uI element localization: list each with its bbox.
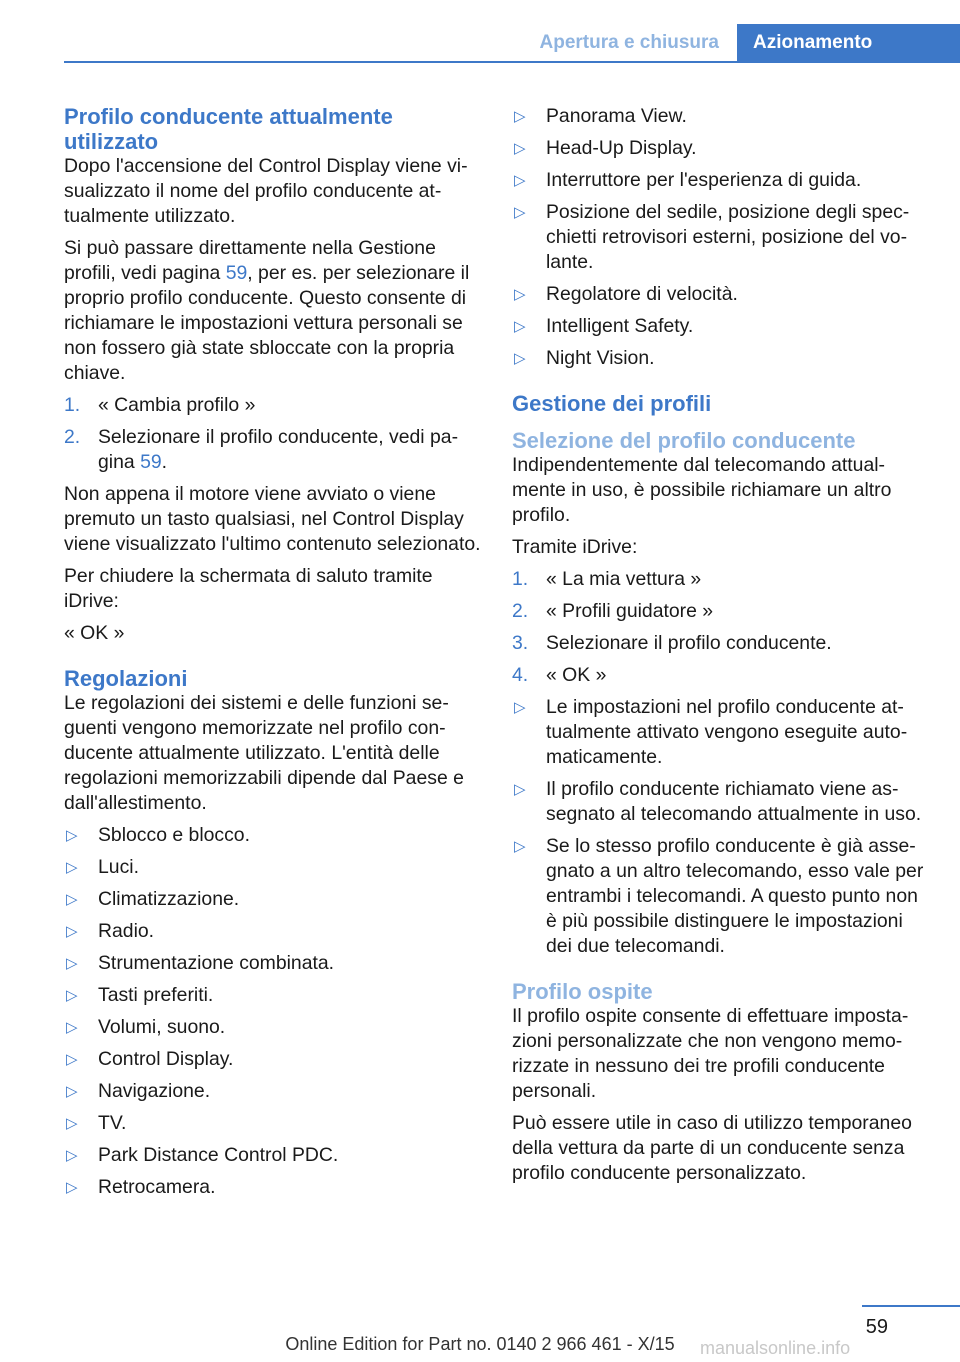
list-item: ▷ Le impostazioni nel profilo conducente attualmente attivato vengono eseguite automaticamente.: [514, 696, 908, 768]
triangle-bullet-icon: ▷: [66, 827, 78, 844]
steps-list: [64, 393, 482, 475]
paragraph: Si può passare direttamente nella Gestione profili, vedi pagina 59, per es. per selezionare il proprio profilo conducente. Questo consente di richiamare le impostazioni vettura personali se non fossero già state sbloccate con la propria chiave.: [64, 237, 470, 384]
triangle-bullet-icon: ▷: [514, 172, 526, 189]
list-item: ▷ Strumentazione combinata.: [66, 952, 335, 974]
notes-list: [512, 695, 928, 959]
triangle-bullet-icon: ▷: [514, 140, 526, 157]
list-item: ▷ Posizione del sedile, posizione degli specchietti retrovisori esterni, posizione del volante.: [514, 201, 910, 273]
right-column: [512, 104, 928, 1193]
triangle-bullet-icon: ▷: [514, 350, 526, 367]
heading-profile-management: Gestione dei profili: [512, 391, 712, 416]
steps-list: [512, 567, 928, 688]
paragraph: Tramite iDrive:: [512, 536, 638, 558]
header-rule: [64, 61, 960, 63]
page-link[interactable]: 59: [140, 451, 162, 473]
list-item: ▷ Navigazione.: [66, 1080, 211, 1102]
list-item: ▷ Tasti preferiti.: [66, 984, 214, 1006]
page-number: 59: [865, 1316, 888, 1338]
triangle-bullet-icon: ▷: [514, 781, 526, 798]
edition-text: Online Edition for Part no. 0140 2 966 461 - X/15: [285, 1334, 675, 1354]
paragraph: Può essere utile in caso di utilizzo temporaneo della vettura da parte di un conducente senza profilo conducente personalizzato.: [512, 1112, 912, 1184]
triangle-bullet-icon: ▷: [66, 859, 78, 876]
list-item: 1. « Cambia profilo »: [64, 394, 256, 416]
heading-settings: Regolazioni: [64, 666, 188, 691]
settings-list: [64, 823, 482, 1200]
list-item: ▷ Panorama View.: [514, 105, 687, 127]
list-item: ▷ Control Display.: [66, 1048, 234, 1070]
list-item: 2. Selezionare il profilo conducente, vedi pagina 59.: [64, 426, 459, 473]
triangle-bullet-icon: ▷: [66, 923, 78, 940]
list-item: ▷ Regolatore di velocità.: [514, 283, 738, 305]
triangle-bullet-icon: ▷: [514, 286, 526, 303]
triangle-bullet-icon: ▷: [514, 318, 526, 335]
triangle-bullet-icon: ▷: [66, 1083, 78, 1100]
triangle-bullet-icon: ▷: [66, 891, 78, 908]
triangle-bullet-icon: ▷: [66, 987, 78, 1004]
list-item: ▷ Interruttore per l'esperienza di guida.: [514, 169, 862, 191]
active-tab[interactable]: Azionamento: [737, 24, 960, 62]
triangle-bullet-icon: ▷: [66, 955, 78, 972]
triangle-bullet-icon: ▷: [514, 204, 526, 221]
list-item: ▷ Climatizzazione.: [66, 888, 240, 910]
left-column: [64, 104, 482, 1207]
paragraph: Per chiudere la schermata di saluto tramite iDrive:: [64, 565, 433, 612]
list-item: 1. « La mia vettura »: [512, 568, 702, 590]
paragraph: Dopo l'accensione del Control Display viene visualizzato il nome del profilo conducente attualmente utilizzato.: [64, 155, 468, 227]
list-item: ▷ Il profilo conducente richiamato viene assegnato al telecomando attualmente in uso.: [514, 778, 922, 825]
settings-list-continued: [512, 104, 928, 371]
triangle-bullet-icon: ▷: [66, 1179, 78, 1196]
list-item: 3. Selezionare il profilo conducente.: [512, 632, 832, 654]
triangle-bullet-icon: ▷: [66, 1051, 78, 1068]
triangle-bullet-icon: ▷: [66, 1019, 78, 1036]
triangle-bullet-icon: ▷: [66, 1147, 78, 1164]
triangle-bullet-icon: ▷: [66, 1115, 78, 1132]
subheading-guest-profile: Profilo ospite: [512, 979, 653, 1004]
triangle-bullet-icon: ▷: [514, 108, 526, 125]
list-item: ▷ Night Vision.: [514, 347, 655, 369]
heading-current-profile: Profilo conducente attualmente utilizzato: [64, 104, 393, 154]
section-tab[interactable]: Apertura e chiusura: [500, 24, 737, 62]
list-item: 4. « OK »: [512, 664, 607, 686]
list-item: ▷ Sblocco e blocco.: [66, 824, 250, 846]
page-header: [0, 24, 960, 62]
subheading-driver-selection: Selezione del profilo conducente: [512, 428, 856, 453]
paragraph: Le regolazioni dei sistemi e delle funzioni seguenti vengono memorizzate nel profilo conducente attualmente utilizzato. L'entità delle regolazioni memorizzabili dipende dal Paese e dall'allestimento.: [64, 692, 464, 814]
list-item: 2. « Profili guidatore »: [512, 600, 714, 622]
page-link[interactable]: 59: [225, 262, 248, 284]
list-item: ▷ Intelligent Safety.: [514, 315, 694, 337]
paragraph: Indipendentemente dal telecomando attualmente in uso, è possibile richiamare un altro profilo.: [512, 454, 892, 526]
footer-rule: [862, 1305, 960, 1307]
paragraph: Non appena il motore viene avviato o viene premuto un tasto qualsiasi, nel Control Display viene visualizzato l'ultimo contenuto selezionato.: [64, 483, 481, 555]
paragraph: « OK »: [64, 622, 125, 644]
list-item: ▷ Park Distance Control PDC.: [66, 1144, 339, 1166]
triangle-bullet-icon: ▷: [514, 838, 526, 855]
list-item: ▷ Se lo stesso profilo conducente è già assegnato a un altro telecomando, esso vale per entrambi i telecomandi. A questo punto non è più possibile distinguere le impostazioni dei due telecomandi.: [514, 835, 924, 957]
list-item: ▷ Luci.: [66, 856, 139, 878]
watermark: manualsonline.info: [700, 1338, 851, 1358]
list-item: ▷ TV.: [66, 1112, 127, 1134]
triangle-bullet-icon: ▷: [514, 699, 526, 716]
list-item: ▷ Radio.: [66, 920, 155, 942]
list-item: ▷ Head-Up Display.: [514, 137, 697, 159]
paragraph: Il profilo ospite consente di effettuare impostazioni personalizzate che non vengono memorizzate in nessuno dei tre profili conducente personali.: [512, 1005, 909, 1102]
list-item: ▷ Volumi, suono.: [66, 1016, 226, 1038]
list-item: ▷ Retrocamera.: [66, 1176, 216, 1198]
